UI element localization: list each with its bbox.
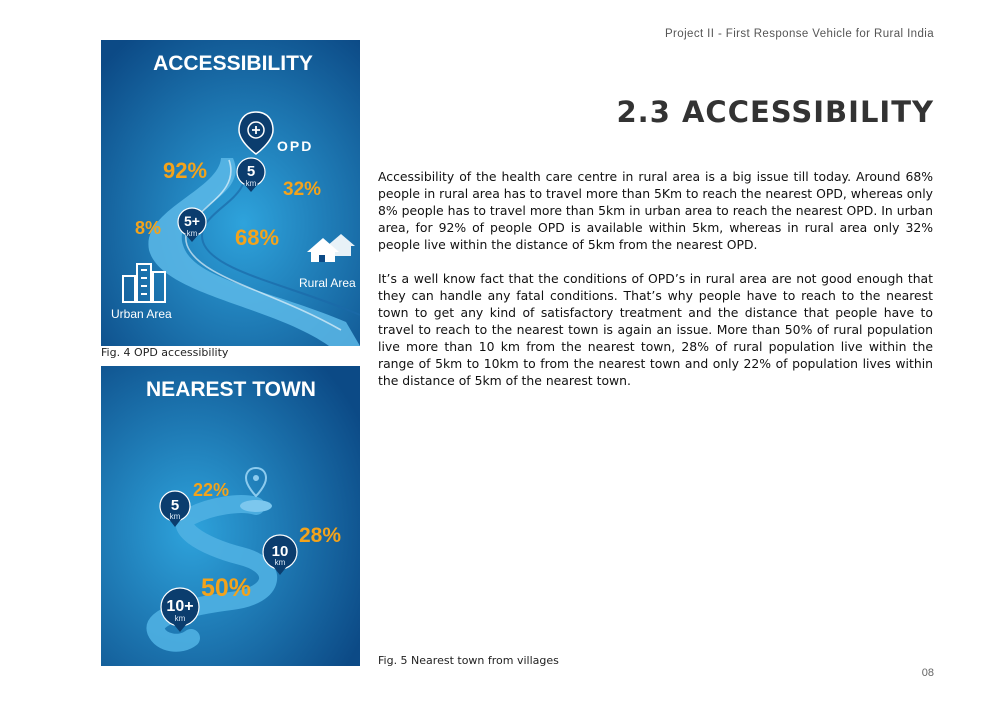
figure-caption: Fig. 4 OPD accessibility <box>101 346 229 359</box>
mid-town-percent: 28% <box>299 524 342 547</box>
document-header: Project II - First Response Vehicle for Rural India <box>664 28 934 40</box>
pin-value: 5 <box>170 497 180 514</box>
rural-beyond-percent: 68% <box>235 225 280 250</box>
far-town-percent: 50% <box>201 574 252 602</box>
section-title: 2.3 ACCESSIBILITY <box>616 95 934 129</box>
page-number: 08 <box>921 667 934 679</box>
nearest-town-figure <box>101 366 360 666</box>
paragraph: Accessibility of the health care centre in rural area is a big issue till today. Around 68% people in rural area has to travel more than 5Km to reach the nearest OPD, whereas only 8% people has to travel more than 5km in urban area to reach the nearest OPD. In urban area, for 92% of people OPD is available within 5km, whereas in rural area only 32% people live within the distance of 5km from the nearest OPD. <box>378 169 933 252</box>
pin-unit: km <box>174 614 186 623</box>
opd-label: OPD <box>277 138 314 154</box>
pin-unit: km <box>245 179 257 188</box>
near-town-percent: 22% <box>193 480 230 500</box>
urban-beyond-percent: 8% <box>135 218 162 238</box>
urban-area-label: Urban Area <box>111 307 172 321</box>
pin-value: 10+ <box>166 598 194 615</box>
pin-unit: km <box>186 229 198 238</box>
body-text <box>378 168 933 406</box>
figure-title: NEAREST TOWN <box>146 378 316 401</box>
panel-background <box>101 366 360 666</box>
pin-value: 5+ <box>184 213 200 229</box>
pin-unit: km <box>274 558 286 567</box>
rural-area-label: Rural Area <box>299 276 356 290</box>
paragraph: It’s a well know fact that the conditions of OPD’s in rural area are not good enough that they can handle any fatal conditions. That’s why people have to reach to the nearest town to get any kind of satisfactory treatment and the distance that people have to travel to reach to the nearest town is again an issue. More than 50% of rural population live more than 10 km from the nearest town, 28% of rural population live within the range of 5km to 10km to from the nearest town and only 22% of population lives within the distance of 5km of the nearest town. <box>378 271 933 388</box>
opd-accessibility-figure <box>101 40 360 346</box>
urban-within-percent: 92% <box>163 158 208 183</box>
pin-value: 5 <box>246 163 256 180</box>
pin-unit: km <box>169 512 181 521</box>
figure-title: ACCESSIBILITY <box>153 52 313 75</box>
rural-within-percent: 32% <box>283 179 322 200</box>
figure-caption: Fig. 5 Nearest town from villages <box>378 654 559 667</box>
pin-value: 10 <box>271 543 289 560</box>
